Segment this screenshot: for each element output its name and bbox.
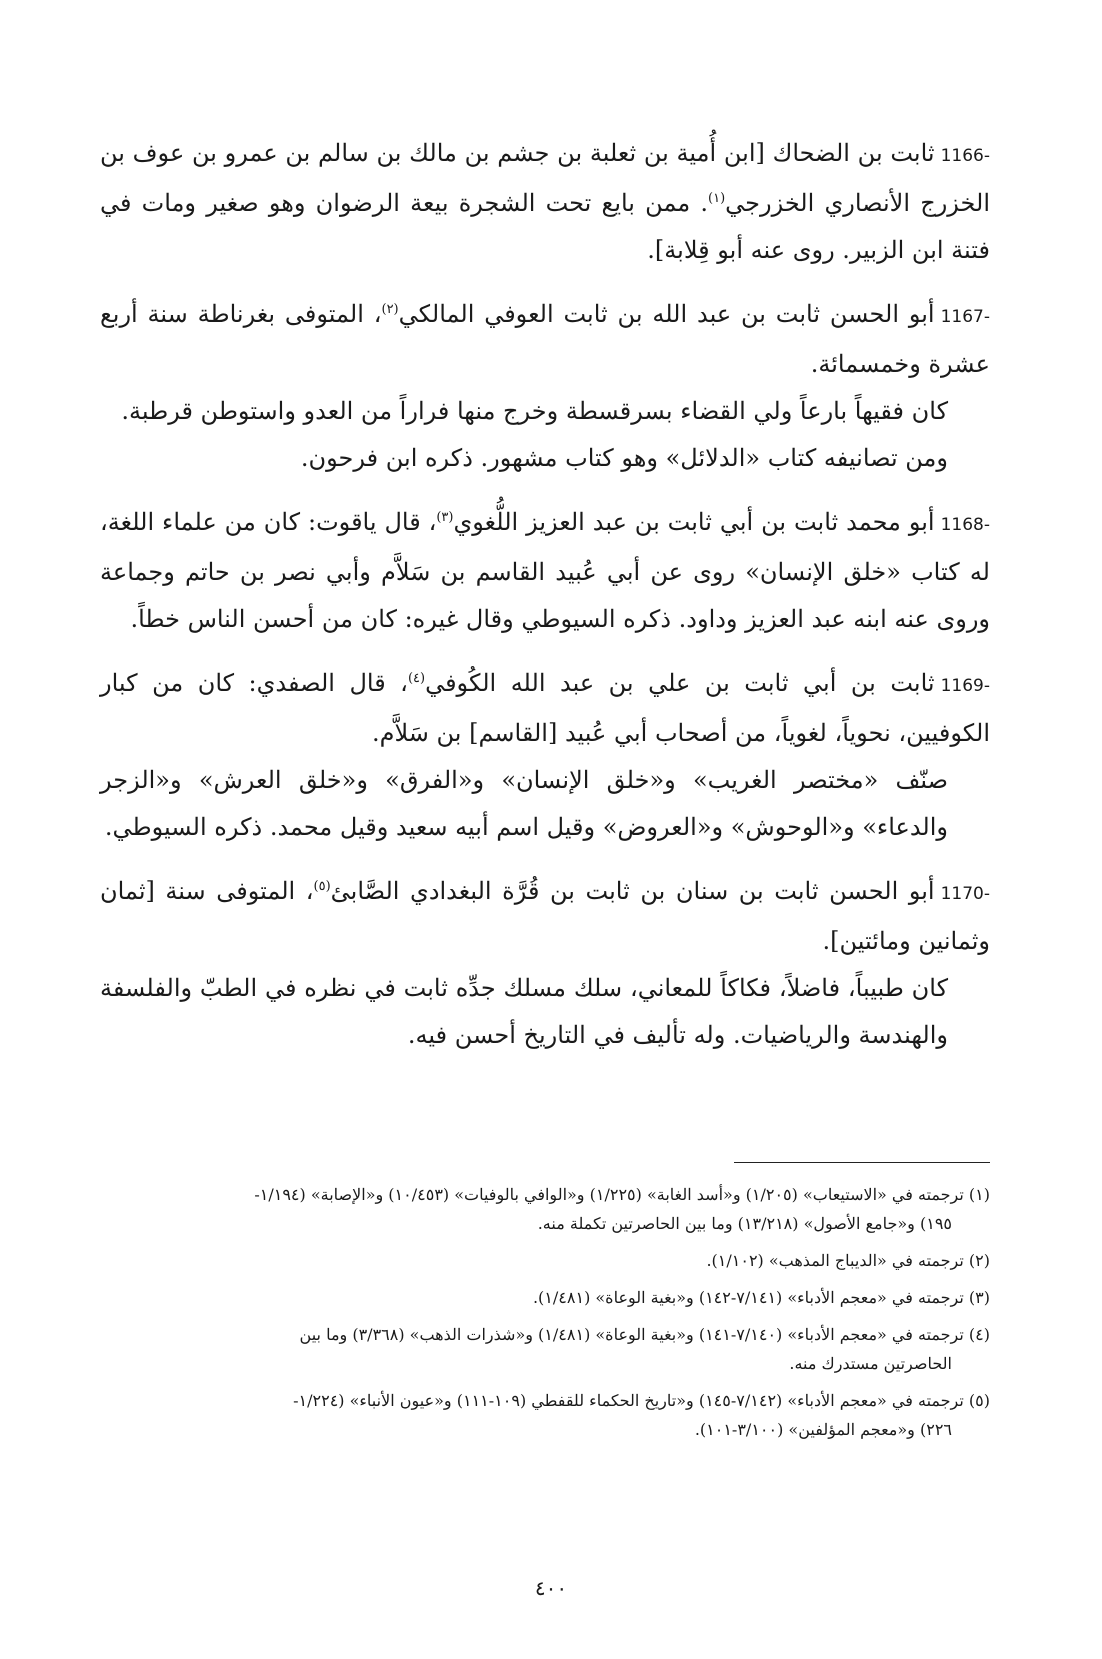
entry-text: ، قال الصفدي: كان من كبار الكوفيين، نحوياً، لغوياً، من أصحاب أبي عُبيد [القاسم] بن سَلاَّم. (100, 669, 990, 747)
entry-1170 (100, 868, 990, 1059)
entry-text: ثابت بن الضحاك [ابن أُمية بن ثعلبة بن جشم بن مالك بن سالم بن عمرو بن عوف بن الخزرج الأنصاري الخزرجي (100, 139, 990, 217)
footnote-text: (٣) ترجمته في «معجم الأدباء» (٧/١٤١-١٤٢) و«بغية الوعاة» (١/٤٨١). (532, 1288, 990, 1307)
footnote-4 (100, 1320, 990, 1378)
entry-paragraph: كان طبيباً، فاضلاً، فكاكاً للمعاني، سلك مسلك جدِّه ثابت في نظره في الطبّ والفلسفة والهندسة والرياضيات. وله تأليف في التاريخ أحسن فيه. (100, 974, 949, 1049)
entry-paragraph: كان فقيهاً بارعاً ولي القضاء بسرقسطة وخرج منها فراراً من العدو واستوطن قرطبة. (121, 397, 948, 425)
footnote-2 (100, 1246, 990, 1275)
entry-paragraph (100, 868, 990, 965)
footnote-text: ١٩٥) و«جامع الأصول» (١٣/٢١٨) وما بين الحاصرتين تكملة منه. (537, 1214, 952, 1233)
entry-paragraph (100, 660, 990, 757)
entry-text: . ممن بايع تحت الشجرة بيعة الرضوان وهو صغير ومات في فتنة ابن الزبير. روى عنه أبو قِلابة]. (100, 189, 990, 264)
entry-text: ، قال ياقوت: كان من علماء اللغة، له كتاب «خلق الإنسان» روى عن أبي عُبيد القاسم بن سَلاَّم وأبي نصر بن حاتم وجماعة وروى عنه ابنه عبد العزيز وداود. ذكره السيوطي وقال غيره: كان من أحسن الناس خطاً. (100, 508, 990, 633)
entry-paragraph (100, 499, 990, 643)
entry-text: أبو الحسن ثابت بن عبد الله بن ثابت العوفي المالكي (398, 300, 935, 328)
entry-paragraph (100, 291, 990, 388)
footnote-3 (100, 1283, 990, 1312)
footnote-text: (١) ترجمته في «الاستيعاب» (١/٢٠٥) و«أسد الغابة» (١/٢٢٥) و«الوافي بالوفيات» (١٠/٤٥٣) و«الإصابة» (١/١٩٤- (254, 1185, 990, 1204)
footnote-ref: (٤) (407, 671, 426, 686)
entry-text: أبو محمد ثابت بن أبي ثابت بن عبد العزيز اللُّغوي (453, 508, 935, 536)
entry-number: 1167- (940, 307, 991, 327)
entry-number: 1168- (940, 515, 990, 535)
footnote-ref: (٥) (313, 879, 331, 894)
entry-text: ، المتوفى سنة [ثمان وثمانين ومائتين]. (100, 877, 990, 955)
footnote-ref: (٢) (381, 302, 399, 317)
footnote-ref: (٣) (436, 510, 454, 525)
footnote-text: (٢) ترجمته في «الديباج المذهب» (١/١٠٢). (706, 1251, 990, 1270)
footnote-ref: (١) (708, 191, 726, 206)
footnote-separator (734, 1162, 990, 1163)
entry-paragraph: ومن تصانيفه كتاب «الدلائل» وهو كتاب مشهور. ذكره ابن فرحون. (300, 444, 948, 472)
entry-number: 1169- (940, 676, 990, 696)
entry-paragraph: صنّف «مختصر الغريب» و«خلق الإنسان» و«الفرق» و«خلق العرش» و«الزجر والدعاء» و«الوحوش» و«العروض» وقيل اسم أبيه سعيد وقيل محمد. ذكره السيوطي. (100, 766, 948, 841)
page-number: ٤٠٠ (534, 1576, 568, 1600)
entry-text: أبو الحسن ثابت بن سنان بن ثابت بن قُرَّة البغدادي الصَّابئ (330, 877, 935, 905)
footnote-1 (100, 1180, 990, 1238)
footnote-text: (٤) ترجمته في «معجم الأدباء» (٧/١٤٠-١٤١) و«بغية الوعاة» (١/٤٨١) و«شذرات الذهب» (٣/٣٦٨) وما بين (299, 1325, 990, 1344)
footnotes (100, 1180, 990, 1452)
entry-paragraph (100, 130, 990, 274)
footnote-text: ٢٢٦) و«معجم المؤلفين» (٣/١٠٠-١٠١). (694, 1420, 952, 1439)
entry-1167 (100, 291, 990, 482)
entry-1169 (100, 660, 990, 851)
entry-1166 (100, 130, 990, 274)
entry-text: ثابت بن أبي ثابت بن علي بن عبد الله الكُوفي (425, 669, 935, 697)
entry-text: ، المتوفى بغرناطة سنة أربع عشرة وخمسمائة. (100, 300, 990, 378)
footnote-text: (٥) ترجمته في «معجم الأدباء» (٧/١٤٢-١٤٥) و«تاريخ الحكماء للقفطي (١٠٩-١١١) و«عيون الأنباء» (١/٢٢٤- (293, 1391, 990, 1410)
entry-number: 1166- (940, 146, 990, 166)
main-text (100, 130, 990, 1076)
entry-number: 1170- (940, 884, 990, 904)
footnote-text: الحاصرتين مستدرك منه. (789, 1354, 952, 1373)
entry-1168 (100, 499, 990, 643)
footnote-5 (100, 1386, 990, 1444)
